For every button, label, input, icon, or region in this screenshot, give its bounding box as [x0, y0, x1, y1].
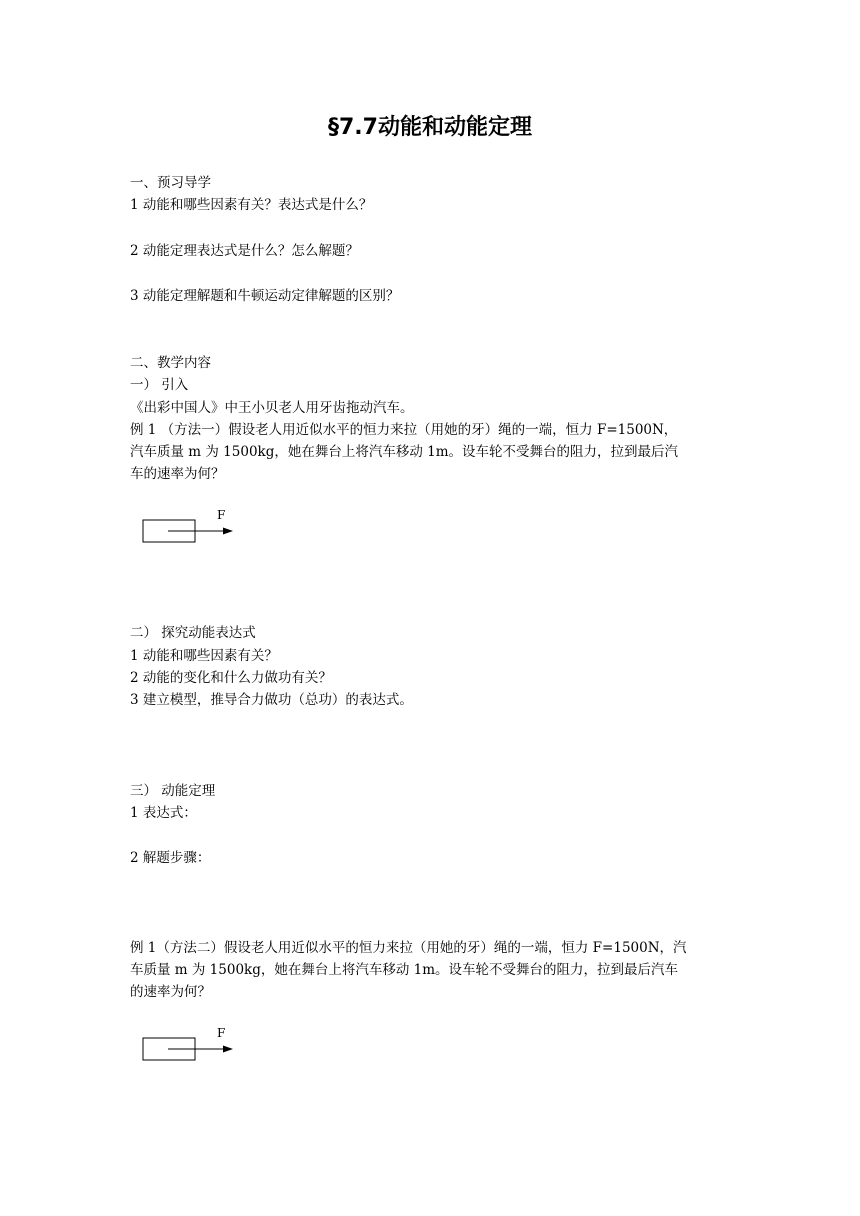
- theorem-item-expression: 1 表达式：: [130, 805, 197, 821]
- force-label: F: [217, 1026, 226, 1040]
- explore-item-1: 1 动能和哪些因素有关？: [130, 648, 278, 664]
- explore-item-3: 3 建立模型，推导合力做功（总功）的表达式。: [130, 692, 413, 708]
- subsection-heading-intro: 一） 引入: [130, 377, 189, 393]
- example1-method1-line1: 例 1 （方法一）假设老人用近似水平的恒力来拉（用她的牙）绳的一端，恒力 F=1500N，: [130, 422, 678, 438]
- subsection-heading-explore: 二） 探究动能表达式: [130, 625, 256, 641]
- force-diagram-1-graphic: [140, 508, 250, 548]
- page-title: §7.7动能和动能定理: [328, 115, 532, 140]
- explore-item-2: 2 动能的变化和什么力做功有关？: [130, 670, 332, 686]
- intro-text: 《出彩中国人》中王小贝老人用牙齿拖动汽车。: [130, 400, 414, 416]
- force-label: F: [217, 508, 226, 522]
- force-diagram-2: [140, 1026, 250, 1066]
- example1-method2-line2: 车质量 m 为 1500kg，她在舞台上将汽车移动 1m。设车轮不受舞台的阻力，拉到最后汽车: [130, 962, 679, 978]
- theorem-item-steps: 2 解题步骤：: [130, 850, 211, 866]
- preview-question-1: 1 动能和哪些因素有关？表达式是什么？: [130, 197, 373, 213]
- preview-question-2: 2 动能定理表达式是什么？怎么解题？: [130, 243, 359, 259]
- example1-method1-line3: 车的速率为何？: [130, 466, 225, 482]
- subsection-heading-theorem: 三） 动能定理: [130, 783, 216, 799]
- example1-method2-line3: 的速率为何？: [130, 984, 211, 1000]
- force-diagram-2-graphic: [140, 1026, 250, 1066]
- example1-method1-line2: 汽车质量 m 为 1500kg，她在舞台上将汽车移动 1m。设车轮不受舞台的阻力，拉到最后汽: [130, 444, 679, 460]
- example1-method2-line1: 例 1（方法二）假设老人用近似水平的恒力来拉（用她的牙）绳的一端，恒力 F=1500N，汽: [130, 940, 687, 956]
- section-heading-teaching: 二、教学内容: [130, 355, 211, 371]
- preview-question-3: 3 动能定理解题和牛顿运动定律解题的区别？: [130, 288, 400, 304]
- force-diagram-1: [140, 508, 250, 548]
- section-heading-preview: 一、预习导学: [130, 175, 211, 191]
